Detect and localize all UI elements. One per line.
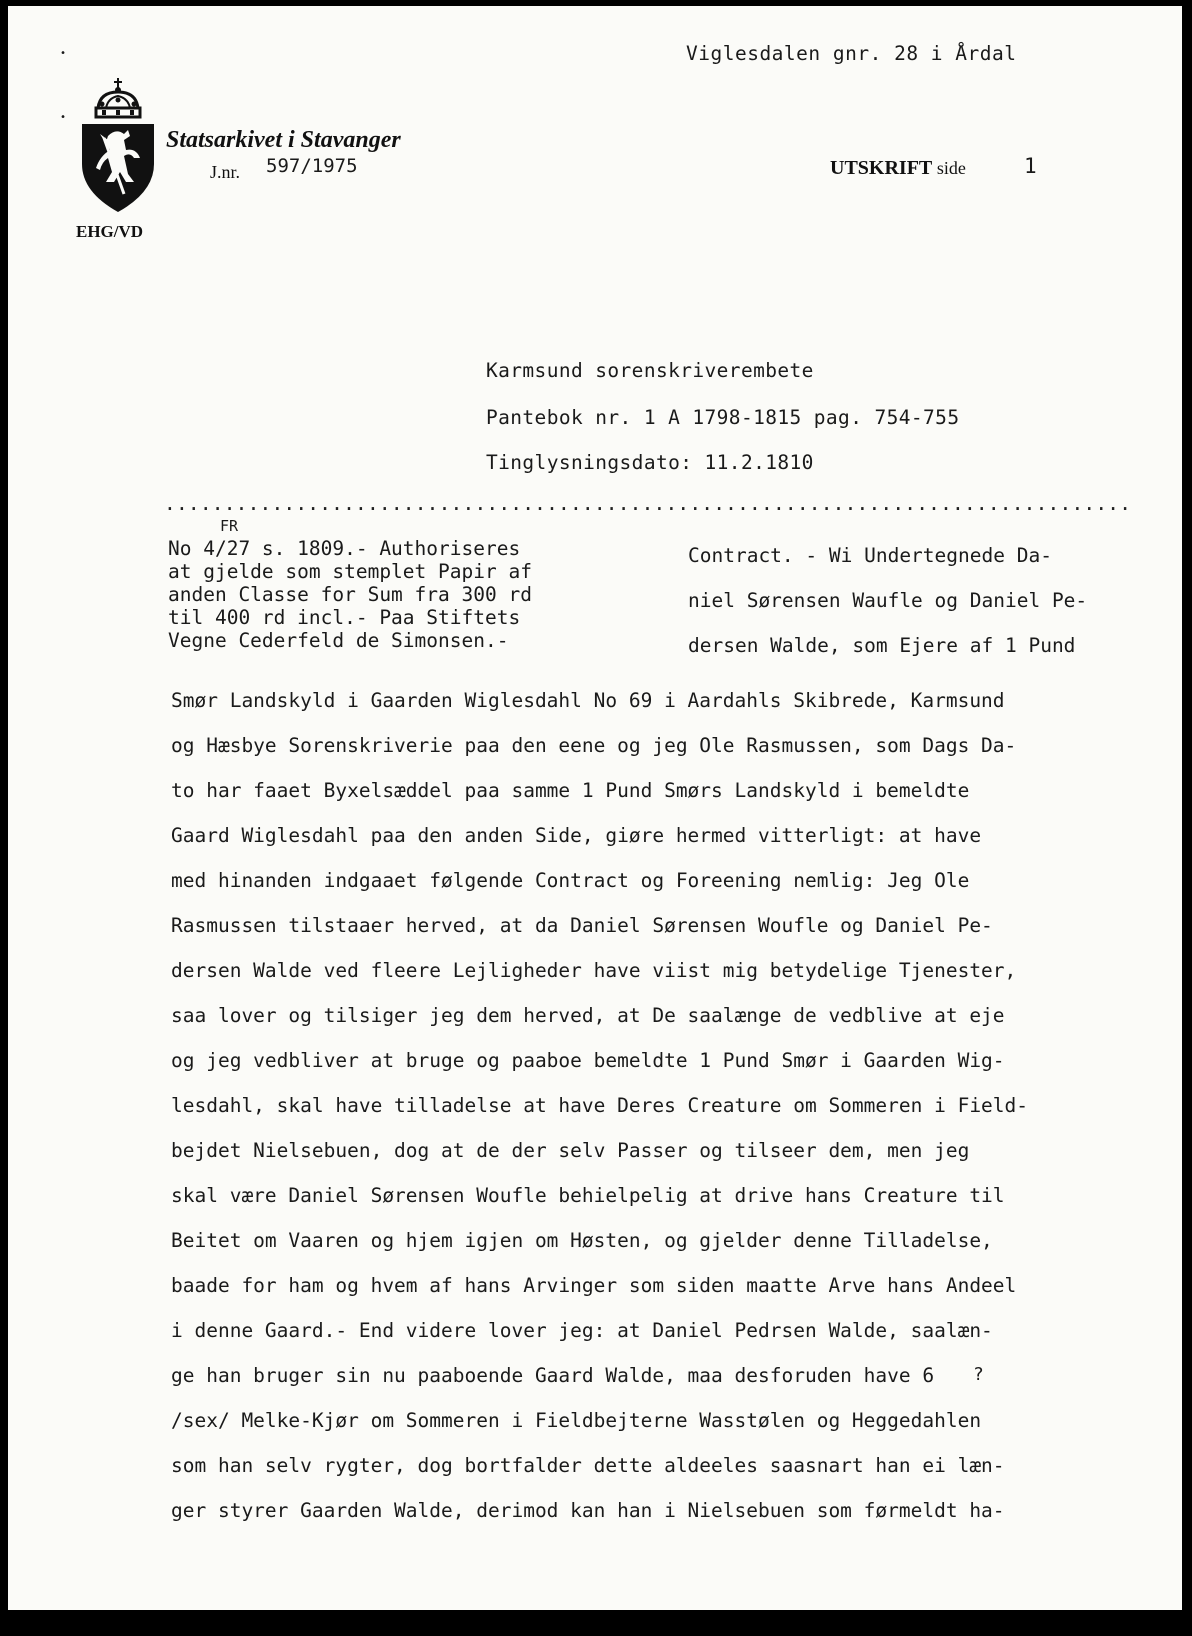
body-text [171, 678, 1028, 1533]
side-label: side [936, 158, 966, 178]
margin-note-line: Vegne Cederfeld de Simonsen.- [168, 629, 509, 652]
body-line: to har faaet Byxelsæddel paa samme 1 Pund Smørs Landskyld i bemeldte [171, 779, 970, 802]
body-line: og jeg vedbliver at bruge og paaboe bemeldte 1 Pund Smør i Gaarden Wig- [171, 1049, 1005, 1072]
contract-column [688, 533, 1087, 668]
body-line: ger styrer Gaarden Walde, derimod kan han i Nielsebuen som førmeldt ha- [171, 1499, 1005, 1522]
document-page [8, 6, 1182, 1610]
body-line: baade for ham og hvem af hans Arvinger som siden maatte Arve hans Andeel [171, 1274, 1017, 1297]
margin-note [168, 537, 532, 652]
body-line: dersen Walde ved fleere Lejligheder have viist mig betydelige Tjenester, [171, 959, 1017, 982]
body-line: bejdet Nielsebuen, dog at de der selv Passer og tilseer dem, men jeg [171, 1139, 970, 1162]
body-line: skal være Daniel Sørensen Woufle behielpelig at drive hans Creature til [171, 1184, 1005, 1207]
body-line: i denne Gaard.- End videre lover jeg: at Daniel Pedrsen Walde, saalæn- [171, 1319, 993, 1342]
source-date: Tinglysningsdato: 11.2.1810 [486, 451, 814, 474]
margin-note-line: anden Classe for Sum fra 300 rd [168, 583, 532, 606]
dotted-separator: ................................................................................. [164, 492, 1132, 515]
archive-name: Statsarkivet i Stavanger [166, 127, 401, 153]
body-line: med hinanden indgaaet følgende Contract og Foreening nemlig: Jeg Ole [171, 869, 970, 892]
contract-line: dersen Walde, som Ejere af 1 Pund [688, 634, 1076, 657]
utskrift-label [830, 157, 966, 180]
utskrift-text: UTSKRIFT [830, 157, 932, 179]
superscript-fr: FR [220, 517, 239, 535]
initials: EHG/VD [76, 222, 144, 241]
location-heading: Viglesdalen gnr. 28 i Årdal [686, 42, 1017, 65]
question-mark: ? [973, 1364, 984, 1385]
contract-line: Contract. - Wi Undertegnede Da- [688, 544, 1052, 567]
body-line: Beitet om Vaaren og hjem igjen om Høsten, og gjelder denne Tilladelse, [171, 1229, 993, 1252]
margin-note-line: til 400 rd incl.- Paa Stiftets [168, 606, 521, 629]
body-line: Gaard Wiglesdahl paa den anden Side, giøre hermed vitterligt: at have [171, 824, 982, 847]
body-line: saa lover og tilsiger jeg dem herved, at De saalænge de vedblive at eje [171, 1004, 1005, 1027]
body-line: og Hæsbye Sorenskriverie paa den eene og jeg Ole Rasmussen, som Dags Da- [171, 734, 1017, 757]
source-office: Karmsund sorenskriverembete [486, 359, 814, 382]
margin-note-line: at gjelde som stemplet Papir af [168, 560, 532, 583]
source-book: Pantebok nr. 1 A 1798-1815 pag. 754-755 [486, 406, 960, 429]
body-line: /sex/ Melke-Kjør om Sommeren i Fieldbejterne Wasstølen og Heggedahlen [171, 1409, 982, 1432]
body-line: ge han bruger sin nu paaboende Gaard Walde, maa desforuden have 6 [171, 1364, 935, 1387]
body-line: Smør Landskyld i Gaarden Wiglesdahl No 69 i Aardahls Skibrede, Karmsund [171, 689, 1005, 712]
contract-line: niel Sørensen Waufle og Daniel Pe- [688, 589, 1088, 612]
jnr-value: 597/1975 [266, 155, 358, 177]
norwegian-coat-of-arms-icon [80, 78, 156, 221]
body-line: Rasmussen tilstaaer herved, at da Daniel Sørensen Woufle og Daniel Pe- [171, 914, 993, 937]
punch-dot: • [60, 112, 67, 123]
body-line: som han selv rygter, dog bortfalder dette aldeeles saasnart han ei læn- [171, 1454, 1005, 1477]
page-number: 1 [1024, 154, 1037, 178]
jnr-label: J.nr. [210, 162, 241, 182]
punch-dot: • [60, 48, 67, 59]
body-line: lesdahl, skal have tilladelse at have Deres Creature om Sommeren i Field- [171, 1094, 1029, 1117]
margin-note-line: No 4/27 s. 1809.- Authoriseres [168, 537, 521, 560]
